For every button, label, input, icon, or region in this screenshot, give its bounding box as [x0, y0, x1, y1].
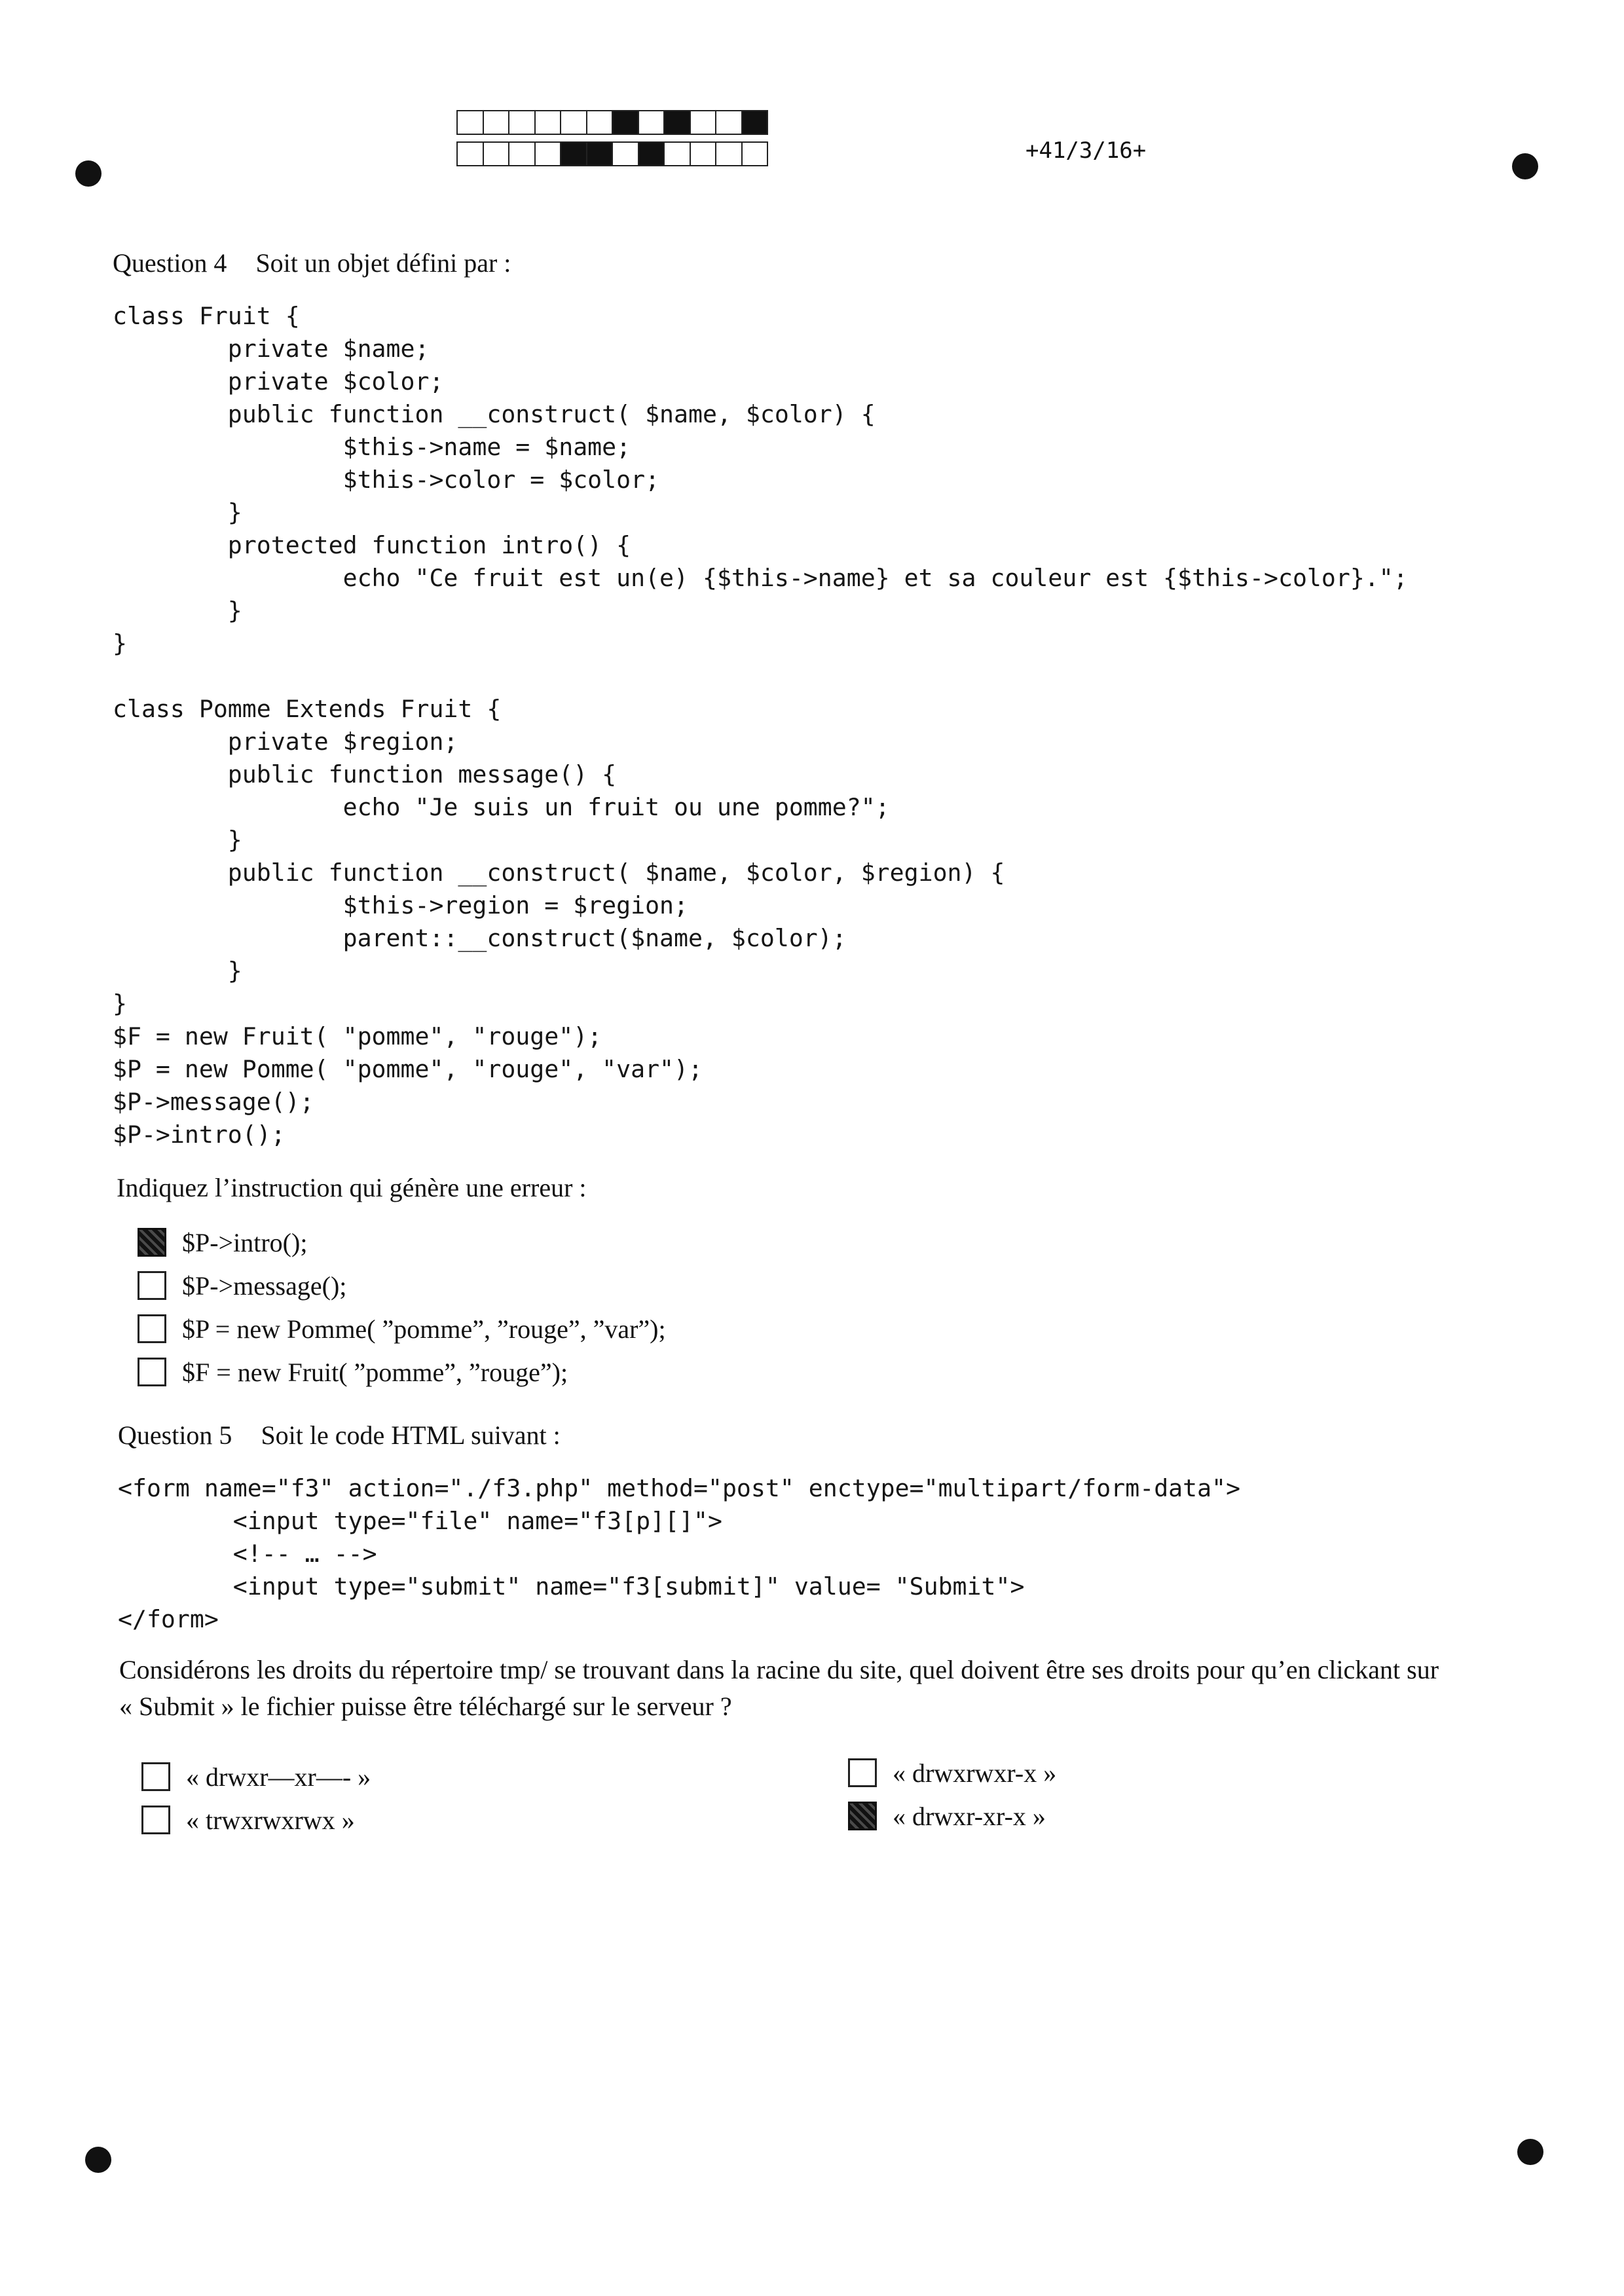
scan-code-cell [691, 111, 717, 134]
scan-code-row [456, 110, 768, 135]
choice-label: « trwxrwxrwx » [186, 1805, 355, 1835]
page-id: +41/3/16+ [1025, 138, 1147, 164]
question-prompt: Soit le code HTML suivant : [261, 1420, 561, 1450]
choice-item[interactable] [141, 1755, 371, 1798]
choice-label: « drwxrwxr-x » [893, 1758, 1057, 1788]
choice-item[interactable] [138, 1221, 666, 1264]
question-4-text: Indiquez l’instruction qui génère une erreur : [117, 1173, 587, 1202]
scan-code-cell [587, 111, 614, 134]
scan-code-cell [639, 143, 665, 165]
scan-code-cell [458, 111, 484, 134]
scan-code-cell [613, 111, 639, 134]
scan-code-cell [536, 143, 562, 165]
checkbox[interactable] [138, 1271, 166, 1300]
registration-dot-bottom-right [1517, 2139, 1543, 2165]
checkbox[interactable] [138, 1358, 166, 1386]
choice-label: $P->message(); [182, 1270, 347, 1301]
question-5-text [119, 1652, 1439, 1725]
question-5-choices-left [141, 1755, 371, 1842]
scan-code-cell [613, 143, 639, 165]
scan-code-cell [484, 143, 510, 165]
question-prompt: Soit un objet défini par : [255, 248, 511, 278]
registration-dot-top-left [75, 160, 101, 187]
checkbox[interactable] [848, 1758, 877, 1787]
choice-item[interactable] [138, 1350, 666, 1394]
question-5-choices-right [848, 1751, 1056, 1838]
scan-code-cell [743, 111, 767, 134]
question-4-choices [138, 1221, 666, 1394]
choice-item[interactable] [138, 1307, 666, 1350]
checkbox[interactable] [141, 1805, 170, 1834]
choice-label: « drwxr—xr—- » [186, 1762, 371, 1792]
scan-code-cell [665, 111, 691, 134]
choice-label: $F = new Fruit( ”pomme”, ”rouge”); [182, 1357, 568, 1387]
choice-label: $P = new Pomme( ”pomme”, ”rouge”, ”var”); [182, 1314, 666, 1344]
choice-label: $P->intro(); [182, 1227, 308, 1257]
registration-dot-bottom-left [85, 2147, 111, 2173]
question-5-header [118, 1420, 561, 1451]
html-code-block: <form name="f3" action="./f3.php" method="post" enctype="multipart/form-data"> <input type="file" name="f3[p][]"> <!-- … --> <input type="submit" name="f3[submit]" value= "Submit"> </form> [118, 1474, 1241, 1633]
scan-code-cell [639, 111, 665, 134]
question-label: Question 5 [118, 1420, 232, 1450]
question-label: Question 4 [113, 248, 227, 278]
scan-code-cell [458, 143, 484, 165]
scan-code-cell [665, 143, 691, 165]
checkbox[interactable] [138, 1228, 166, 1257]
scan-code-cell [561, 111, 587, 134]
scan-code-cell [587, 143, 614, 165]
choice-label: « drwxr-xr-x » [893, 1801, 1046, 1831]
scan-code-cell [536, 111, 562, 134]
php-code-block: class Fruit { private $name; private $color; public function __construct( $name, $color) { $this->name = $name; $this->color = $color; } protected function intro() { echo "Ce fruit est un(e) {$this->name} et sa couleur est {$this->color}."; } } class Pomme Extends Fruit { private $region; public function message() { echo "Je suis un fruit ou une pomme?"; } public function __construct( $name, $color, $region) { $this->region = $region; parent::__construct($name, $color); } } $F = new Fruit( "pomme", "rouge"); $P = new Pomme( "pomme", "rouge", "var"); $P->message(); $P->intro(); [113, 302, 1408, 1149]
scan-code-cell [509, 111, 536, 134]
choice-item[interactable] [141, 1798, 371, 1842]
question-text-line: « Submit » le fichier puisse être téléchargé sur le serveur ? [119, 1692, 732, 1721]
choice-item[interactable] [138, 1264, 666, 1307]
scan-code-cell [509, 143, 536, 165]
scan-code-cell [716, 143, 743, 165]
choice-item[interactable] [848, 1794, 1056, 1838]
scan-code-cell [484, 111, 510, 134]
scan-code-cell [691, 143, 717, 165]
choice-item[interactable] [848, 1751, 1056, 1794]
checkbox[interactable] [848, 1802, 877, 1830]
scan-code-cell [561, 143, 587, 165]
scan-code-marks [456, 110, 768, 166]
checkbox[interactable] [138, 1314, 166, 1343]
scan-code-row [456, 141, 768, 166]
question-4-header [113, 248, 511, 278]
scan-code-cell [743, 143, 767, 165]
scan-code-cell [716, 111, 743, 134]
question-text-line: Considérons les droits du répertoire tmp/ se trouvant dans la racine du site, quel doivent être ses droits pour qu’en clickant sur [119, 1655, 1439, 1684]
registration-dot-top-right [1512, 153, 1538, 179]
checkbox[interactable] [141, 1762, 170, 1791]
